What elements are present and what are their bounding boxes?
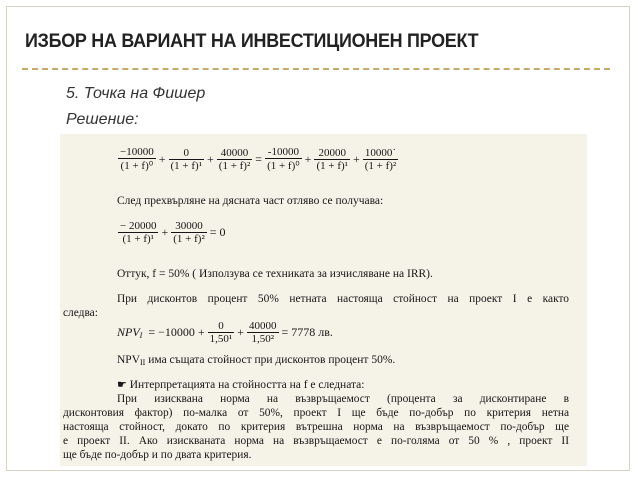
equation-fisher: $\frac{-10000}{\text{(1 + f)⁰}}$ + $\frac{0}{\text{(1 + f)¹}}$ + $\frac{40000}{\text{(1 + f)²}}$ = $\frac{-10000}{\text{(1 + f)⁰}}$ + $\frac{20000}{\text{(1 + f)¹}}$ + $\frac{10000˙}{\text{(1 + f)²}}$ (120, 146, 397, 172)
interp-line-2: дисконтовия фактор) по-малка от 50%, проект I ще бъде по-добър по критерия нетна (63, 407, 569, 419)
eq2-term-1: $\frac{- 20000}{\text{(1 + f)¹}}$ (120, 220, 157, 245)
eq1-term-1: $\frac{-10000}{\text{(1 + f)⁰}}$ (120, 146, 154, 172)
subtitle-fisher-point: 5. Точка на Фишер (66, 85, 206, 102)
interp-line-1: При изисквана норма на възвръщаемост (процента за дисконтиране в (117, 393, 569, 405)
equation-rearranged: $\frac{- 20000}{\text{(1 + f)¹}}$ + $\frac{30000}{\text{(1 + f)²}}$ = 0 (120, 220, 226, 245)
title-divider (22, 68, 610, 70)
equation-npv-project-1: $NPV_I = -10000$ + $\frac{0}{\text{1,50¹}}$ + $\frac{40000}{\text{1,50²}}$ = 7778 лв. (117, 320, 333, 345)
interp-heading: ☛ Интерпретацията на стойността на f е следната: (117, 379, 365, 391)
eq1-term-2: $\frac{0}{\text{(1 + f)¹}}$ (170, 146, 202, 172)
eq1-term-3: $\frac{40000}{\text{(1 + f)²}}$ (218, 146, 251, 172)
text-result: Оттук, f = 50% ( Използува се техниката за изчисляване на IRR). (117, 268, 433, 280)
text-npv-project-2: $NPV_{II}$ има същата стойност при дисконтов процент 50%. (117, 354, 396, 367)
eq1-term-5: $\frac{20000}{\text{(1 + f)¹}}$ (316, 146, 348, 172)
eq1-term-4: $\frac{-10000}{\text{(1 + f)⁰}}$ (267, 146, 300, 172)
eq3-term-1: $\frac{0}{\text{1,50¹}}$ (209, 320, 233, 345)
interp-line-5: ще бъде по-добър и по двата критерия. (63, 449, 252, 461)
hand-pointer-icon: ☛ (117, 379, 127, 391)
eq2-term-2: $\frac{30000}{\text{(1 + f)²}}$ (173, 220, 205, 245)
para-npv-line-2: следва: (63, 307, 98, 319)
interp-line-4: е проект II. Ако изискваната норма на възвръщаемост е по-голяма от 50 % , проект II (63, 435, 569, 447)
slide-title: ИЗБОР НА ВАРИАНТ НА ИНВЕСТИЦИОНЕН ПРОЕКТ (25, 30, 479, 52)
para-npv-line-1: При дисконтов процент 50% нетната настояща стойност на проект I е както (117, 293, 569, 305)
subtitle-solution: Решение: (66, 111, 139, 128)
eq3-term-2: $\frac{40000}{\text{1,50²}}$ (249, 320, 277, 345)
text-after-eq1: След прехвърляне на дясната част отляво се получава: (117, 195, 384, 207)
solution-image-panel (60, 134, 587, 466)
interp-line-3: настояща стойност, докато по критерия вътрешна норма на възвръщаемост по-добър ще (63, 421, 569, 433)
eq1-term-6: $\frac{10000˙}{\text{(1 + f)²}}$ (364, 146, 397, 172)
